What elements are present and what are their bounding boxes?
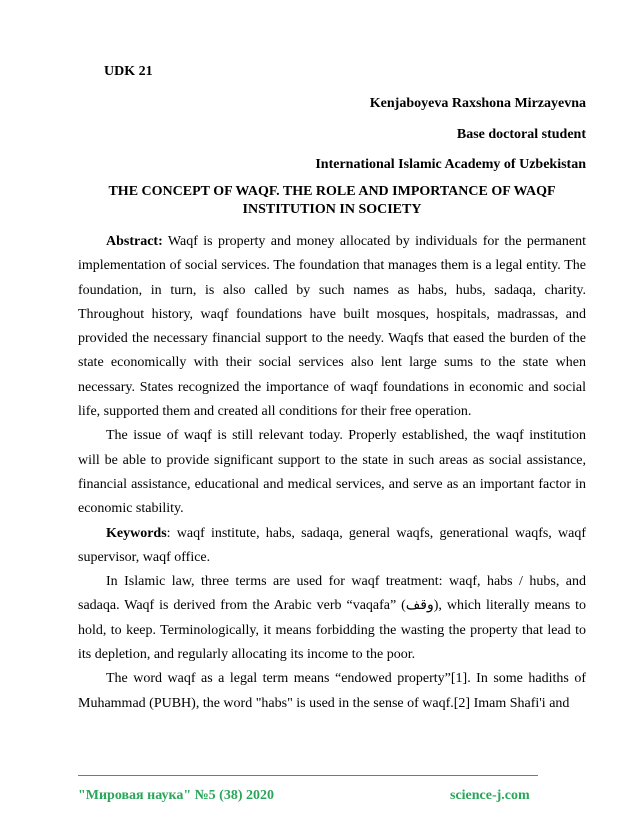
- keywords-label: Keywords: [106, 525, 167, 541]
- author-affiliation: International Islamic Academy of Uzbekistan: [315, 157, 586, 172]
- abstract-paragraph: [78, 230, 586, 424]
- journal-website-link[interactable]: science-j.com: [450, 788, 530, 803]
- keywords-paragraph: [78, 522, 586, 571]
- abstract-text: Waqf is property and money allocated by individuals for the permanent implementation of social services. The foundation that manages them is a legal entity. The foundation, in turn, is also called by such names as habs, hubs, sadaqa, charity. Throughout history, waqf foundations have built mosques, hospitals, madrassas, and provided the necessary financial support to the needy. Waqfs that eased the burden of the state economically with their social services also lent large sums to the state when necessary. States recognized the importance of waqf foundations in economic and social life, supported them and created all conditions for their free operation.: [78, 234, 586, 420]
- keywords-text: : waqf institute, habs, sadaqa, general waqfs, generational waqfs, waqf supervisor, waqf office.: [78, 525, 586, 565]
- article-title: THE CONCEPT OF WAQF. THE ROLE AND IMPORTANCE OF WAQF INSTITUTION IN SOCIETY: [108, 184, 556, 217]
- author-position: Base doctoral student: [456, 127, 586, 142]
- article-body: [78, 230, 586, 716]
- word-paragraph: The word waqf as a legal term means “endowed property”[1]. In some hadiths of Muhammad (PUBH), the word "habs" is used in the sense of waqf.[2] Imam Shafi'i and: [78, 671, 586, 711]
- author-name: Kenjaboyeva Raxshona Mirzayevna: [369, 96, 586, 111]
- issue-paragraph: The issue of waqf is still relevant today. Properly established, the waqf institution will be able to provide significant support to the state in such areas as social assistance, financial assistance, educational and medical services, and serve as an important factor in economic stability.: [78, 428, 586, 517]
- journal-name: "Мировая наука" №5 (38) 2020: [78, 788, 274, 803]
- footer-divider: [78, 775, 538, 776]
- law-paragraph: In Islamic law, three terms are used for waqf treatment: waqf, habs / hubs, and sadaqa. Waqf is derived from the Arabic verb “vaqafa” (وقف), which literally means to hold, to keep. Terminologically, it means forbidding the wasting the property that lead to its depletion, and regularly allocating its income to the poor.: [78, 574, 586, 663]
- udk-code: UDK 21: [104, 64, 153, 79]
- abstract-label: Abstract:: [106, 234, 163, 249]
